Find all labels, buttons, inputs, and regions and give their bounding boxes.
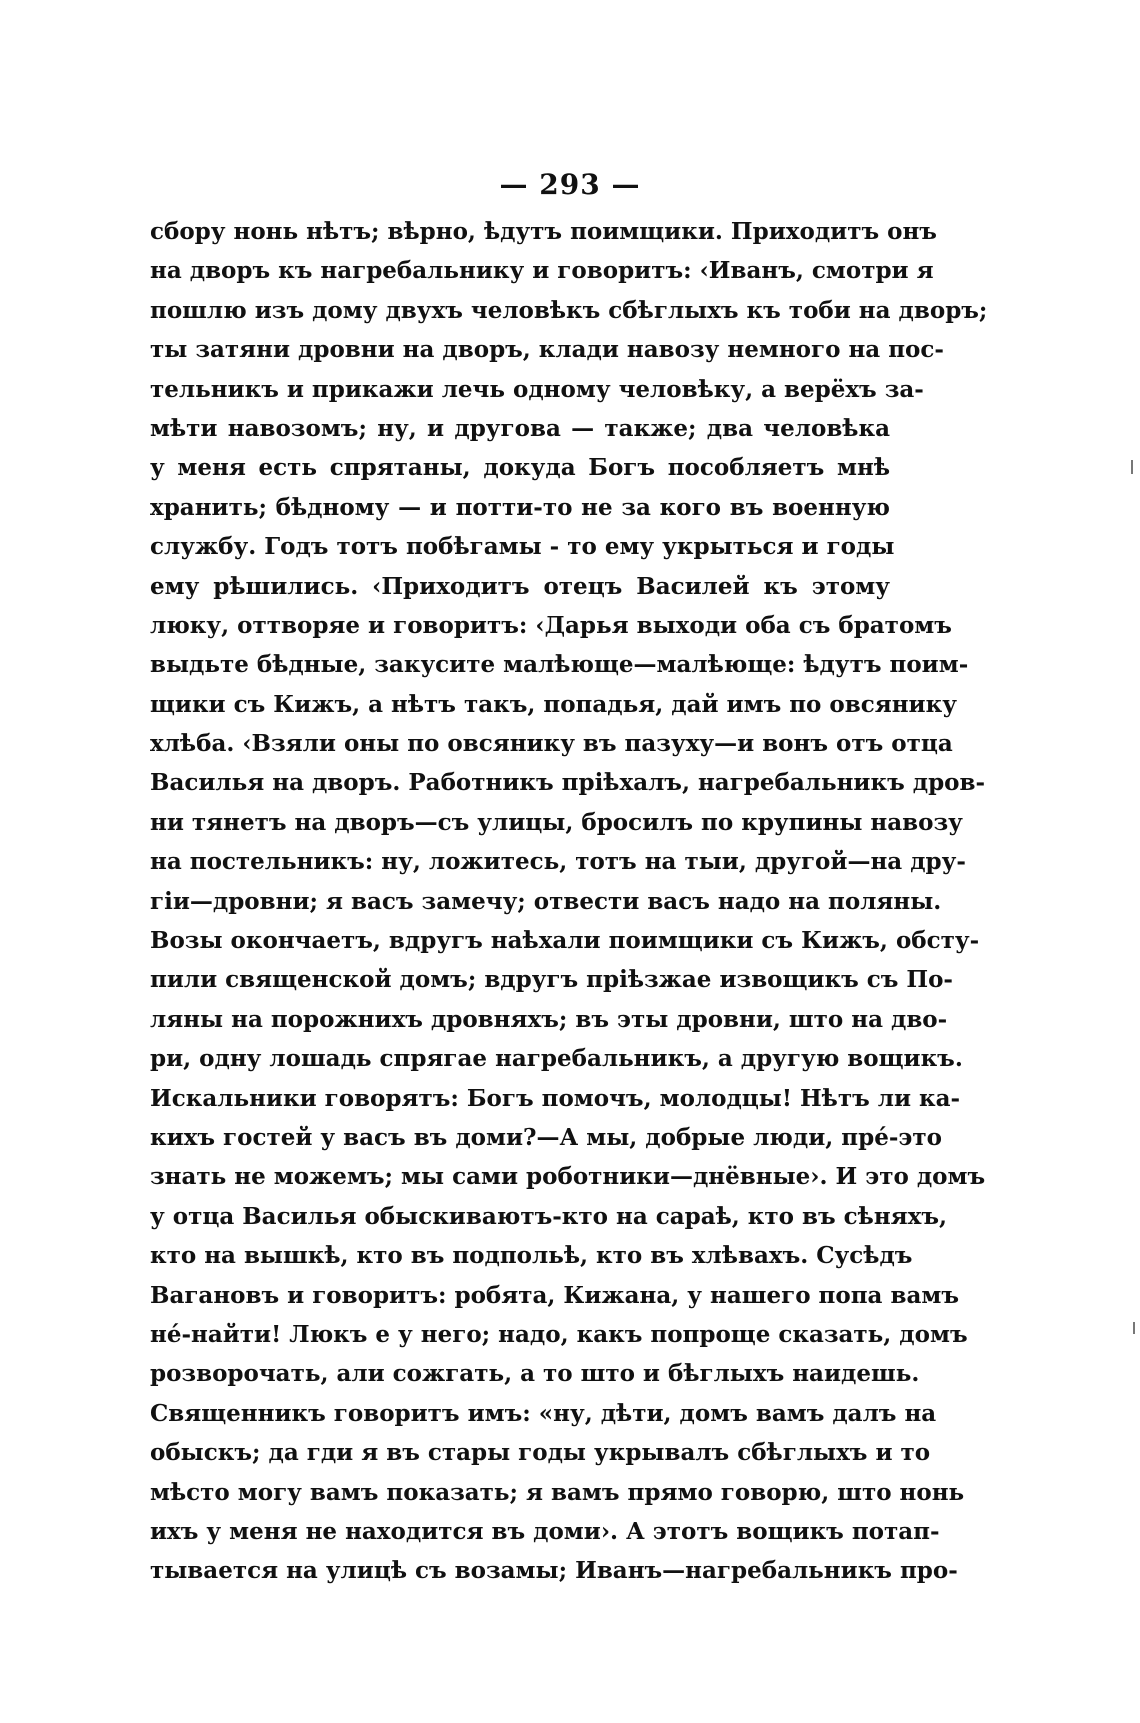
- scan-edge-mark: [1131, 460, 1133, 474]
- text-line: Вагановъ и говоритъ: робята, Кижана, у нашего попа вамъ: [150, 1281, 959, 1309]
- text-line: нé-найти! Люкъ е у него; надо, какъ попроще сказать, домъ: [150, 1320, 968, 1348]
- text-line: розворочать, али сожгать, а то што и бѣглыхъ наидешь.: [150, 1360, 920, 1388]
- page-number: — 293 —: [499, 168, 641, 201]
- text-line: хлѣба. ‹Взяли оны по овсянику въ пазуху—и вонъ отъ отца: [150, 730, 953, 758]
- text-line: обыскъ; да гди я въ стары годы укрывалъ сбѣглыхъ и то: [150, 1439, 931, 1467]
- scan-edge-mark: [1133, 1322, 1135, 1334]
- text-line: люку, оттворяе и говоритъ: ‹Дарья выходи оба съ братомъ: [150, 611, 952, 639]
- text-line: выдьте бѣдные, закусите малѣюще—малѣюще: ѣдутъ поим-: [150, 651, 969, 679]
- text-line: щики съ Кижъ, а нѣтъ такъ, попадья, дай имъ по овсянику: [150, 690, 957, 718]
- text-line: пили священской домъ; вдругъ прiѣзжае извощикъ съ По-: [150, 966, 953, 994]
- text-line: ри, одну лошадь спрягае нагребальникъ, а другую вощикъ.: [150, 1045, 963, 1073]
- text-line: ихъ у меня не находится въ доми›. А этотъ вощикъ потап-: [150, 1517, 940, 1545]
- text-line: тельникъ и прикажи лечь одному человѣку, а верёхъ за-: [150, 375, 924, 403]
- text-line: Возы окончаетъ, вдругъ наѣхали поимщики съ Кижъ, обсту-: [150, 927, 980, 955]
- text-line: ему рѣшились. ‹Приходитъ отецъ Василей къ этому: [150, 572, 890, 600]
- text-line: службу. Годъ тотъ побѣгамы - то ему укрыться и годы: [150, 533, 895, 561]
- text-line: кто на вышкѣ, кто въ подпольѣ, кто въ хлѣвахъ. Сусѣдъ: [150, 1242, 913, 1270]
- text-line: ляны на порожнихъ дровняхъ; въ эты дровни, што на дво-: [150, 1005, 948, 1033]
- text-line: мѣти навозомъ; ну, и другова — также; два человѣка: [150, 414, 890, 442]
- text-line: Василья на дворъ. Работникъ прiѣхалъ, нагребальникъ дров-: [150, 769, 986, 797]
- text-line: на дворъ къ нагребальнику и говоритъ: ‹Иванъ, смотри я: [150, 257, 934, 285]
- text-line: Искальники говорятъ: Богъ помочъ, молодцы! Нѣтъ ли ка-: [150, 1084, 961, 1112]
- text-line: на постельникъ: ну, ложитесь, тотъ на тыи, другой—на дру-: [150, 848, 966, 876]
- text-line: у меня есть спрятаны, докуда Богъ пособляетъ мнѣ: [150, 454, 890, 482]
- text-line: тывается на улицѣ съ возамы; Иванъ—нагребальникъ про-: [150, 1557, 958, 1585]
- text-line: ты затяни дровни на дворъ, клади навозу немного на пос-: [150, 336, 944, 364]
- text-line: хранить; бѣдному — и потти-то не за кого въ военную: [150, 493, 890, 521]
- text-line: пошлю изъ дому двухъ человѣкъ сбѣглыхъ къ тоби на дворъ;: [150, 296, 988, 324]
- text-line: у отца Василья обыскиваютъ-кто на сараѣ, кто въ сѣняхъ,: [150, 1202, 948, 1230]
- text-line: ни тянетъ на дворъ—съ улицы, бросилъ по крупины навозу: [150, 808, 963, 836]
- text-line: сбору нонь нѣтъ; вѣрно, ѣдутъ поимщики. Приходитъ онъ: [150, 218, 937, 245]
- text-line: кихъ гостей у васъ въ доми?—А мы, добрые люди, прé-это: [150, 1123, 942, 1151]
- body-text: [150, 212, 988, 1591]
- text-line: гiи—дровни; я васъ замечу; отвести васъ надо на поляны.: [150, 887, 942, 915]
- text-line: знать не можемъ; мы сами роботники—днёвные›. И это домъ: [150, 1163, 986, 1191]
- text-line: мѣсто могу вамъ показать; я вамъ прямо говорю, што нонь: [150, 1478, 965, 1506]
- text-line: Священникъ говоритъ имъ: «ну, дѣти, домъ вамъ далъ на: [150, 1399, 937, 1427]
